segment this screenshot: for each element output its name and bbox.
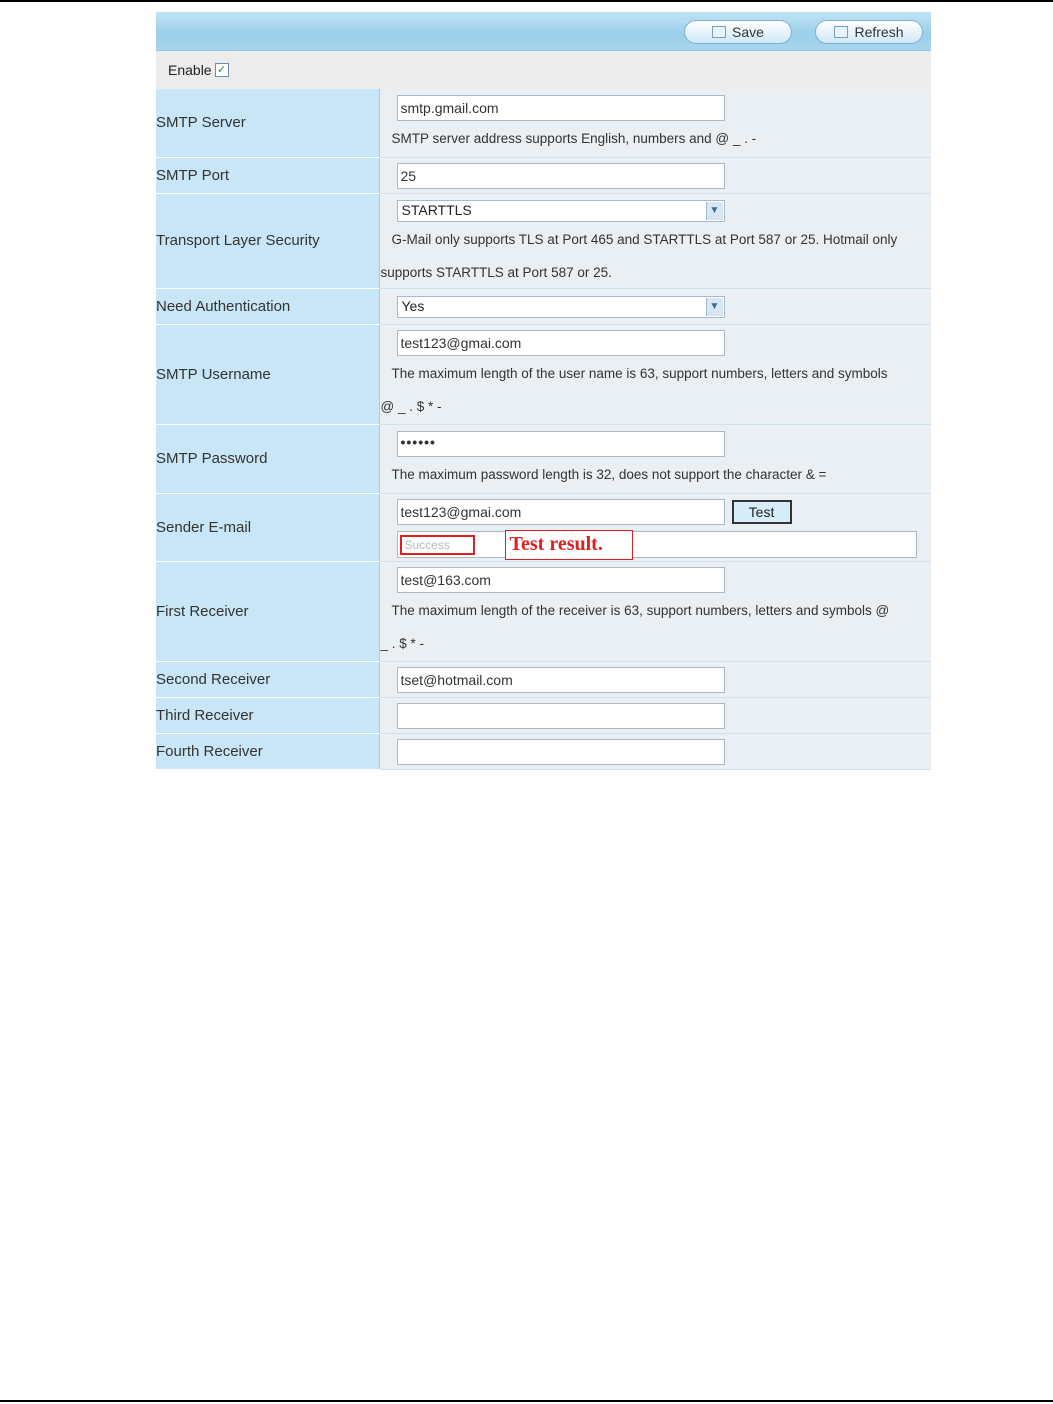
refresh-button-label: Refresh xyxy=(854,24,904,40)
row-need-auth xyxy=(156,288,931,324)
tls-label: Transport Layer Security xyxy=(156,193,379,288)
smtp-username-hint-line2: @ _ . $ * - xyxy=(380,398,442,414)
row-second-receiver xyxy=(156,661,931,697)
smtp-server-label: SMTP Server xyxy=(156,89,379,157)
smtp-password-cell xyxy=(379,424,931,493)
need-auth-select[interactable] xyxy=(397,296,725,318)
row-smtp-server xyxy=(156,89,931,157)
third-receiver-label: Third Receiver xyxy=(156,697,379,733)
row-smtp-port xyxy=(156,157,931,193)
test-result-box xyxy=(397,531,917,558)
enable-checkbox[interactable]: ✓ xyxy=(215,63,229,77)
smtp-password-label: SMTP Password xyxy=(156,424,379,493)
row-smtp-username xyxy=(156,324,931,424)
need-auth-selected-value: Yes xyxy=(401,297,425,314)
smtp-username-label: SMTP Username xyxy=(156,324,379,424)
smtp-server-input[interactable] xyxy=(397,95,725,121)
smtp-password-hint: The maximum password length is 32, does not support the character & = xyxy=(391,466,827,482)
tls-hint-line2: supports STARTTLS at Port 587 or 25. xyxy=(380,264,612,280)
third-receiver-cell xyxy=(379,697,931,733)
sender-email-label: Sender E-mail xyxy=(156,493,379,561)
smtp-port-cell xyxy=(379,157,931,193)
first-receiver-hint-line2: _ . $ * - xyxy=(380,635,425,651)
smtp-username-cell xyxy=(379,324,931,424)
row-tls xyxy=(156,193,931,288)
need-auth-cell xyxy=(379,288,931,324)
enable-label: Enable xyxy=(168,62,212,78)
test-result-status: Success xyxy=(400,535,475,555)
first-receiver-cell xyxy=(379,561,931,661)
third-receiver-input[interactable] xyxy=(397,703,725,729)
second-receiver-cell xyxy=(379,661,931,697)
row-fourth-receiver xyxy=(156,733,931,769)
page-top-rule xyxy=(0,0,1053,2)
refresh-icon xyxy=(834,26,848,38)
smtp-password-input[interactable]: •••••• xyxy=(397,431,725,457)
enable-row xyxy=(156,51,931,89)
row-smtp-password xyxy=(156,424,931,493)
sender-email-cell xyxy=(379,493,931,561)
smtp-server-hint: SMTP server address supports English, numbers and @ _ . - xyxy=(391,131,757,146)
email-settings-panel xyxy=(156,12,931,769)
toolbar xyxy=(156,12,931,51)
need-auth-label: Need Authentication xyxy=(156,288,379,324)
first-receiver-hint-line1: The maximum length of the receiver is 63, support numbers, letters and symbols @ xyxy=(391,602,890,618)
smtp-username-hint-line1: The maximum length of the user name is 63, support numbers, letters and symbols xyxy=(391,365,888,381)
page-bottom-rule xyxy=(0,1400,1053,1402)
row-first-receiver xyxy=(156,561,931,661)
save-icon xyxy=(712,26,726,38)
smtp-username-input[interactable] xyxy=(397,330,725,356)
refresh-button[interactable] xyxy=(815,20,923,44)
chevron-down-icon: ▼ xyxy=(706,298,723,316)
test-result-callout: Test result. xyxy=(505,530,633,560)
chevron-down-icon: ▼ xyxy=(706,202,723,220)
tls-cell xyxy=(379,193,931,288)
smtp-port-label: SMTP Port xyxy=(156,157,379,193)
fourth-receiver-cell xyxy=(379,733,931,769)
smtp-server-cell xyxy=(379,89,931,157)
second-receiver-label: Second Receiver xyxy=(156,661,379,697)
tls-selected-value: STARTTLS xyxy=(401,201,472,218)
sender-email-input[interactable] xyxy=(397,499,725,525)
tls-hint-line1: G-Mail only supports TLS at Port 465 and STARTTLS at Port 587 or 25. Hotmail only xyxy=(391,231,898,247)
save-button[interactable] xyxy=(684,20,792,44)
tls-select[interactable] xyxy=(397,200,725,222)
save-button-label: Save xyxy=(732,24,764,40)
test-button[interactable]: Test xyxy=(732,500,792,524)
smtp-port-input[interactable] xyxy=(397,163,725,189)
email-settings-form xyxy=(156,89,931,770)
row-sender-email xyxy=(156,493,931,561)
second-receiver-input[interactable] xyxy=(397,667,725,693)
first-receiver-label: First Receiver xyxy=(156,561,379,661)
row-third-receiver xyxy=(156,697,931,733)
fourth-receiver-input[interactable] xyxy=(397,739,725,765)
fourth-receiver-label: Fourth Receiver xyxy=(156,733,379,769)
first-receiver-input[interactable] xyxy=(397,567,725,593)
